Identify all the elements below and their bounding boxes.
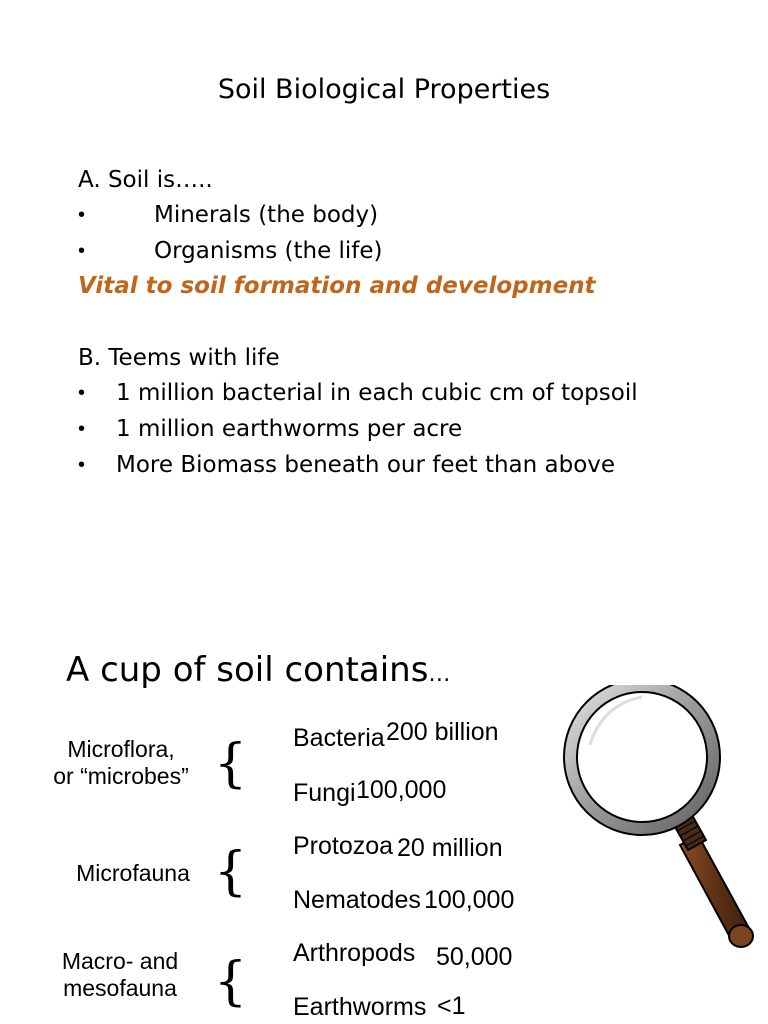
brace-icon: { <box>214 734 248 794</box>
organism-count: <1 <box>437 992 466 1020</box>
organism-name: Protozoa <box>293 832 394 860</box>
brace-icon: { <box>214 952 248 1012</box>
vital-emphasis: Vital to soil formation and development <box>78 273 596 299</box>
group-label-macrofauna <box>42 948 198 1002</box>
magnifier-handle <box>674 815 753 947</box>
section-a-item: Organisms (the life) <box>154 238 383 264</box>
organism-count: 100,000 <box>424 886 515 914</box>
section-b-item: 1 million earthworms per acre <box>116 416 463 442</box>
cup-heading-ellipsis: … <box>428 662 451 687</box>
organism-name: Arthropods <box>293 939 416 967</box>
group-label-microflora <box>30 736 212 790</box>
magnifying-glass-icon <box>560 685 760 960</box>
organism-count: 100,000 <box>356 776 447 804</box>
bullet-icon: • <box>78 204 86 226</box>
section-b-heading: B. Teems with life <box>78 345 280 371</box>
cup-heading <box>66 650 450 690</box>
bullet-icon: • <box>78 454 86 476</box>
bullet-icon: • <box>78 418 86 440</box>
group-label-line: Microfauna <box>76 860 190 886</box>
organism-count: 50,000 <box>436 943 513 971</box>
organism-name: Fungi <box>293 779 356 807</box>
section-b-item: 1 million bacterial in each cubic cm of topsoil <box>116 380 638 406</box>
group-label-line: mesofauna <box>63 975 177 1001</box>
group-label-line: Microflora, <box>67 736 175 762</box>
organism-count: 20 million <box>397 834 503 862</box>
organism-name: Nematodes <box>293 886 421 914</box>
bullet-icon: • <box>78 240 86 262</box>
brace-icon: { <box>214 842 248 902</box>
section-a-heading: A. Soil is….. <box>78 167 213 193</box>
group-label-line: Macro- and <box>61 948 179 974</box>
organism-name: Earthworms <box>293 993 427 1021</box>
magnifier-lens <box>564 685 720 835</box>
group-label-microfauna <box>56 860 210 887</box>
section-a-item: Minerals (the body) <box>154 202 379 228</box>
organism-name: Bacteria <box>293 724 385 752</box>
bullet-icon: • <box>78 382 86 404</box>
cup-heading-text: A cup of soil contains <box>66 650 429 690</box>
section-b-item: More Biomass beneath our feet than above <box>116 452 616 478</box>
slide-title: Soil Biological Properties <box>217 74 551 105</box>
organism-count: 200 billion <box>386 718 499 746</box>
group-label-line: or “microbes” <box>53 763 189 789</box>
